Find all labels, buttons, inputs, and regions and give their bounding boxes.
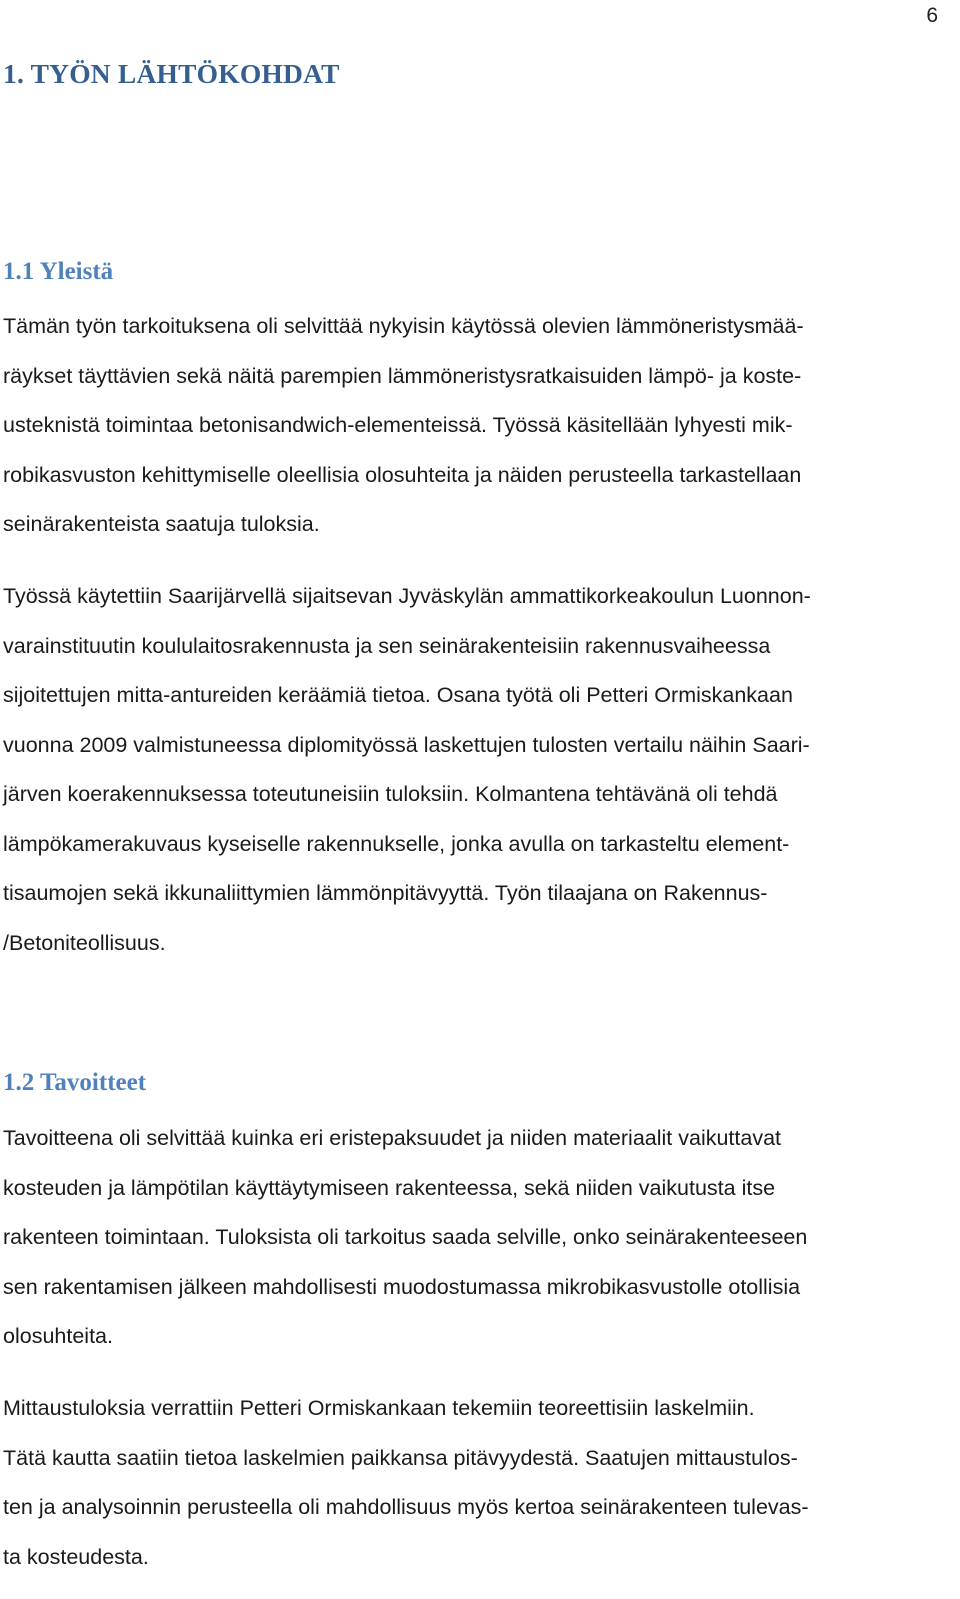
text-line: tisaumojen sekä ikkunaliittymien lämmönpitävyyttä. Työn tilaajana on Rakennus-	[3, 881, 768, 905]
paragraph	[3, 1119, 943, 1367]
text-line: Työssä käytettiin Saarijärvellä sijaitsevan Jyväskylän ammattikorkeakoulun Luonnon-	[3, 584, 811, 608]
text-line: räykset täyttävien sekä näitä parempien lämmöneristysratkaisuiden lämpö- ja koste-	[3, 363, 802, 388]
text-line: rakenteen toimintaan. Tuloksista oli tarkoitus saada selville, onko seinärakenteeseen	[3, 1225, 808, 1249]
text-line: Tavoitteena oli selvittää kuinka eri eristepaksuudet ja niiden materiaalit vaikuttavat	[3, 1126, 782, 1150]
text-line: kosteuden ja lämpötilan käyttäytymiseen rakenteessa, sekä niiden vaikutusta itse	[3, 1175, 776, 1200]
text-line: sijoitettujen mitta-antureiden keräämiä tietoa. Osana työtä oli Petteri Ormiskankaan	[3, 683, 793, 707]
text-line: seinärakenteista saatuja tuloksia.	[3, 512, 320, 536]
section-heading-yleista: 1.1 Yleistä	[3, 258, 114, 285]
paragraph	[3, 1389, 943, 1587]
section-heading-tavoitteet: 1.2 Tavoitteet	[3, 1069, 147, 1096]
text-line: vuonna 2009 valmistuneessa diplomityössä laskettujen tulosten vertailu näihin Saari-	[3, 732, 810, 757]
page-number: 6	[926, 4, 938, 27]
text-line: olosuhteita.	[3, 1324, 113, 1348]
text-line: järven koerakennuksessa toteutuneisiin tuloksiin. Kolmantena tehtävänä oli tehdä	[3, 782, 778, 806]
text-line: /Betoniteollisuus.	[3, 930, 166, 955]
text-line: robikasvuston kehittymiselle oleellisia olosuhteita ja näiden perusteella tarkastellaan	[3, 462, 802, 487]
text-line: varainstituutin koululaitosrakennusta ja sen seinärakenteisiin rakennusvaiheessa	[3, 633, 771, 658]
text-line: Tätä kautta saatiin tietoa laskelmien paikkansa pitävyydestä. Saatujen mittaustulos-	[3, 1445, 798, 1470]
chapter-heading: 1. TYÖN LÄHTÖKOHDAT	[3, 58, 340, 89]
text-line: lämpökamerakuvaus kyseiselle rakennukselle, jonka avulla on tarkasteltu element-	[3, 831, 790, 856]
text-line: ten ja analysoinnin perusteella oli mahdollisuus myös kertoa seinärakenteen tulevas-	[3, 1495, 809, 1519]
text-line: Tämän työn tarkoituksena oli selvittää nykyisin käytössä olevien lämmöneristysmää-	[3, 314, 804, 338]
text-line: Mittaustuloksia verrattiin Petteri Ormiskankaan tekemiin teoreettisiin laskelmiin.	[3, 1396, 755, 1420]
paragraph	[3, 577, 943, 973]
text-line: sen rakentamisen jälkeen mahdollisesti muodostumassa mikrobikasvustolle otollisia	[3, 1274, 801, 1299]
paragraph	[3, 307, 943, 555]
text-line: usteknistä toimintaa betonisandwich-elementeissä. Työssä käsitellään lyhyesti mik-	[3, 413, 793, 437]
text-line: ta kosteudesta.	[3, 1544, 149, 1569]
